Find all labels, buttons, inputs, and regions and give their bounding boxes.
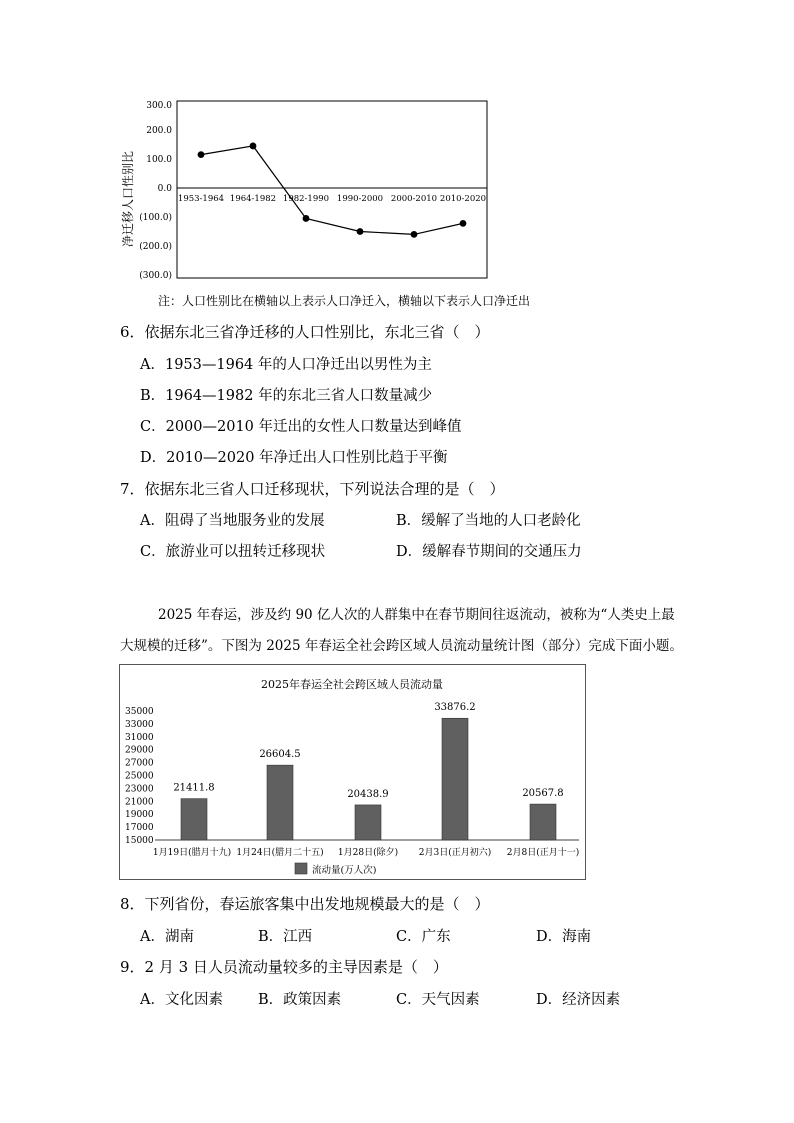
y-tick-label: 200.0 — [146, 126, 172, 136]
x-tick-label: 2月8日(正月十一) — [506, 848, 580, 858]
data-point-1982-1990 — [303, 215, 310, 222]
y-tick-label: 21000 — [125, 797, 154, 808]
y-tick-label: 15000 — [125, 836, 154, 846]
question-7-option-b[interactable]: B．缓解了当地的人口老龄化 — [396, 513, 581, 529]
y-tick-label: (100.0) — [139, 213, 172, 223]
y-tick-label: 300.0 — [146, 101, 172, 111]
bar-1月28日(除夕) — [355, 805, 381, 840]
question-6-option-b[interactable]: B．1964—1982 年的东北三省人口数量减少 — [140, 388, 433, 404]
y-tick-label: 0.0 — [157, 184, 172, 194]
sex-ratio-series-line — [201, 146, 463, 234]
passage-line-1: 2025 年春运，涉及约 90 亿人次的人群集中在春节期间往返流动，被称为“人类史上最 — [158, 607, 675, 623]
data-point-2010-2020 — [460, 220, 467, 227]
question-9-option-c[interactable]: C．天气因素 — [396, 992, 480, 1008]
bar-value-label: 26604.5 — [259, 749, 301, 761]
x-tick-label: 2000-2010 — [390, 194, 438, 204]
data-point-1964-1982 — [250, 143, 257, 150]
question-6-option-d[interactable]: D．2010—2020 年净迁出人口性别比趋于平衡 — [140, 450, 448, 466]
x-tick-label: 1月28日(除夕) — [337, 848, 399, 858]
x-tick-label: 2月3日(正月初六) — [418, 848, 492, 858]
x-ticks — [178, 194, 486, 204]
y-tick-label: 25000 — [125, 771, 154, 782]
question-7-stem: 7．依据东北三省人口迁移现状，下列说法合理的是（ ） — [120, 480, 505, 498]
passage-line-2: 大规模的迁移”。下图为 2025 年春运全社会跨区域人员流动量统计图（部分）完成下面小题。 — [120, 638, 683, 654]
y-axis-label: 净迁移人口性别比 — [121, 150, 135, 247]
legend — [295, 863, 376, 876]
legend-label: 流动量(万人次) — [312, 865, 377, 876]
y-tick-label: 17000 — [125, 823, 154, 834]
y-tick-label: 35000 — [125, 707, 154, 717]
question-7-option-d[interactable]: D．缓解春节期间的交通压力 — [396, 544, 582, 560]
y-tick-label: (300.0) — [139, 271, 172, 281]
question-8-stem: 8．下列省份，春运旅客集中出发地规模最大的是（ ） — [120, 895, 490, 913]
chart1-note: 注：人口性别比在横轴以上表示人口净迁入，横轴以下表示人口净迁出 — [158, 294, 531, 308]
legend-swatch — [295, 863, 307, 874]
question-6-option-c[interactable]: C．2000—2010 年迁出的女性人口数量达到峰值 — [140, 419, 462, 435]
x-tick-label: 1953-1964 — [177, 194, 225, 204]
question-8-option-c[interactable]: C．广东 — [396, 929, 451, 945]
data-point-2000-2010 — [411, 231, 418, 238]
data-point-1953-1964 — [198, 151, 205, 158]
x-tick-label: 1964-1982 — [229, 194, 277, 204]
question-8-option-a[interactable]: A．湖南 — [140, 929, 194, 945]
chart-title: 2025年春运全社会跨区域人员流动量 — [261, 678, 443, 691]
bar-2月8日(正月十一) — [530, 804, 556, 840]
data-point-1990-2000 — [357, 228, 364, 235]
y-tick-label: 33000 — [125, 719, 154, 730]
y-tick-label: 19000 — [125, 810, 154, 821]
question-9-option-d[interactable]: D．经济因素 — [536, 992, 621, 1008]
y-tick-label: (200.0) — [139, 242, 172, 252]
y-tick-label: 23000 — [125, 784, 154, 795]
sex-ratio-series-points — [198, 143, 467, 238]
bar-2月3日(正月初六) — [442, 718, 468, 840]
question-8-option-d[interactable]: D．海南 — [536, 929, 592, 945]
x-ticks — [153, 846, 579, 858]
question-8-option-b[interactable]: B．江西 — [258, 929, 313, 945]
y-ticks — [139, 101, 172, 281]
spring-festival-flow-bar-chart — [119, 664, 586, 880]
y-tick-label: 27000 — [125, 758, 154, 769]
question-7-option-a[interactable]: A．阻碍了当地服务业的发展 — [140, 513, 325, 529]
bar-value-label: 33876.2 — [434, 702, 476, 714]
bar-value-label: 20567.8 — [522, 788, 564, 800]
x-tick-label: 2010-2020 — [439, 194, 487, 204]
x-tick-label: 1月19日(腊月十九) — [152, 848, 232, 858]
bar-1月19日(腊月十九) — [181, 799, 207, 840]
question-6-option-a[interactable]: A．1953—1964 年的人口净迁出以男性为主 — [140, 357, 432, 373]
x-tick-label: 1月24日(腊月二十五) — [236, 848, 324, 858]
question-6-stem: 6．依据东北三省净迁移的人口性别比，东北三省（ ） — [120, 323, 490, 341]
question-9-option-b[interactable]: B．政策因素 — [258, 992, 342, 1008]
x-tick-label: 1990-2000 — [336, 194, 384, 204]
question-7-option-c[interactable]: C．旅游业可以扭转迁移现状 — [140, 544, 326, 560]
question-9-option-a[interactable]: A．文化因素 — [140, 992, 223, 1008]
bar-value-label: 21411.8 — [173, 782, 215, 794]
bar-value-label: 20438.9 — [347, 788, 389, 800]
y-tick-label: 100.0 — [146, 155, 172, 165]
y-tick-label: 29000 — [125, 745, 154, 756]
y-ticks — [125, 707, 154, 846]
plot-frame — [177, 101, 487, 278]
sex-ratio-line-chart — [110, 95, 500, 285]
y-tick-label: 31000 — [125, 732, 154, 743]
bar-1月24日(腊月二十五) — [267, 765, 293, 840]
question-9-stem: 9．2 月 3 日人员流动量较多的主导因素是（ ） — [120, 958, 448, 976]
x-tick-label: 1982-1990 — [282, 194, 330, 204]
